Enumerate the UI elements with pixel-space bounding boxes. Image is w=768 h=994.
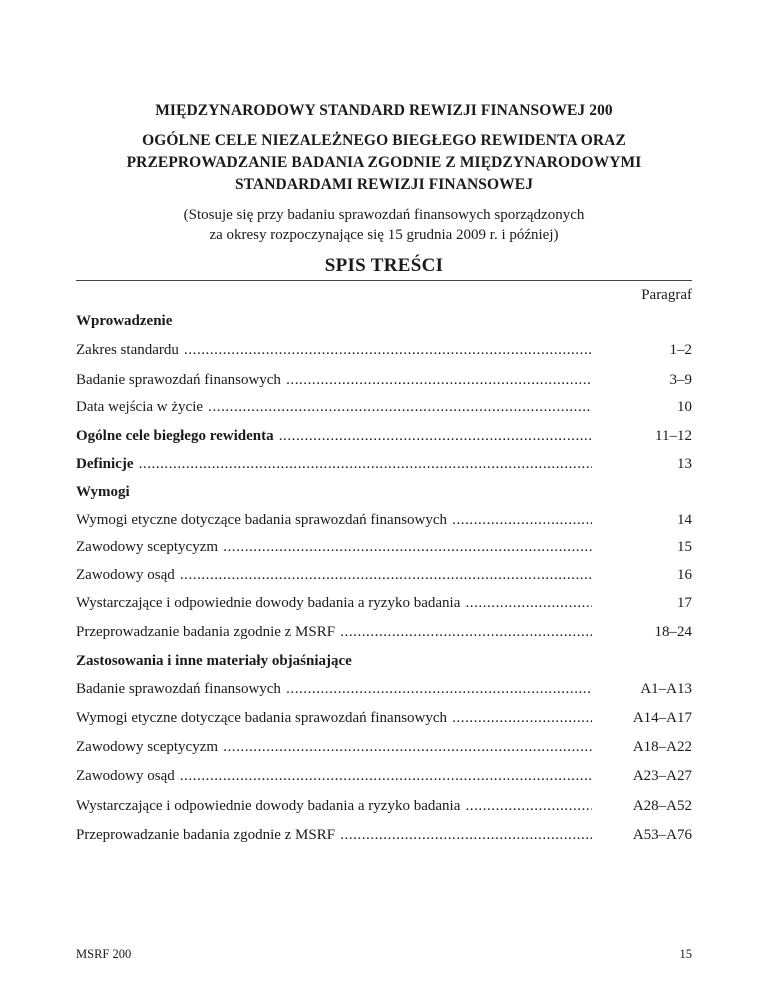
applicability-note-line-1: (Stosuje się przy badaniu sprawozdań finansowych sporządzonych: [183, 207, 585, 223]
toc-entry-label: Definicje: [76, 456, 136, 472]
standard-subject-line-3: PRZEPROWADZANIE BADANIA ZGODNIE Z MIĘDZYNARODOWYMI: [126, 154, 642, 171]
toc-entry: [76, 509, 692, 531]
toc-entry: [76, 707, 692, 729]
toc-entry-ref: A23–A27: [632, 768, 692, 784]
toc-entry-ref: 13: [677, 456, 692, 472]
toc-entry: [76, 425, 692, 447]
toc-entry-label: Wystarczające i odpowiednie dowody badania a ryzyko badania: [76, 595, 463, 611]
toc-entry: [76, 621, 692, 643]
toc-entry-ref: 15: [677, 539, 692, 555]
toc-entry-label: Wymogi etyczne dotyczące badania sprawozdań finansowych: [76, 512, 450, 528]
footer-page-number: 15: [679, 947, 692, 961]
applicability-note: [60, 205, 708, 245]
toc-entry-ref: 10: [677, 399, 692, 415]
toc-entry-ref: 3–9: [669, 372, 692, 388]
toc-entry-label: Wymogi etyczne dotyczące badania sprawozdań finansowych: [76, 710, 450, 726]
standard-subject-line-4: STANDARDAMI REWIZJI FINANSOWEJ: [234, 176, 534, 193]
toc-entry-label: Zawodowy sceptycyzm: [76, 539, 221, 555]
toc-entry-ref: 11–12: [655, 428, 692, 444]
toc-entry-label: Zakres standardu: [76, 342, 182, 358]
toc-entry: [76, 736, 692, 758]
toc-entry-ref: A53–A76: [632, 827, 692, 843]
toc-entry-ref: A1–A13: [640, 681, 692, 697]
toc-entry-ref: 16: [677, 567, 692, 583]
toc-entry-label: Wystarczające i odpowiednie dowody badania a ryzyko badania: [76, 798, 463, 814]
toc-heading: SPIS TREŚCI: [324, 255, 444, 276]
toc-entry-label: Ogólne cele biegłego rewidenta: [76, 428, 277, 444]
toc-entry: [76, 592, 692, 614]
toc-entry-label: Data wejścia w życie: [76, 399, 206, 415]
footer-document-code: MSRF 200: [76, 947, 132, 961]
toc-entry-label: Przeprowadzanie badania zgodnie z MSRF: [76, 827, 338, 843]
toc-entry: [76, 795, 692, 817]
toc-entry: [76, 369, 692, 391]
toc-entry: [76, 564, 692, 586]
toc-entry-label: Zawodowy sceptycyzm: [76, 739, 221, 755]
toc-entry: [76, 453, 692, 475]
toc-entry-label: Zawodowy osąd: [76, 567, 178, 583]
toc-entry-label: Przeprowadzanie badania zgodnie z MSRF: [76, 624, 338, 640]
standard-title: [60, 100, 708, 122]
toc-section-heading: Wprowadzenie: [76, 313, 173, 329]
toc-entry: [76, 536, 692, 558]
toc-entry-ref: 18–24: [654, 624, 692, 640]
toc-entry: [76, 765, 692, 787]
standard-subject: [60, 130, 708, 196]
toc-section-heading: Wymogi: [76, 484, 130, 500]
toc-divider: [76, 280, 692, 281]
toc-entry-ref: A14–A17: [632, 710, 692, 726]
toc-entry-ref: 14: [677, 512, 692, 528]
toc-entry: [76, 396, 692, 418]
toc-entry-ref: A28–A52: [632, 798, 692, 814]
toc-entry: [76, 824, 692, 846]
toc-entry-ref: A18–A22: [632, 739, 692, 755]
paragraph-column-label: Paragraf: [641, 287, 692, 303]
toc-entry-label: Badanie sprawozdań finansowych: [76, 681, 284, 697]
toc-section-heading: Zastosowania i inne materiały objaśniające: [76, 653, 352, 669]
toc-entry-label: Zawodowy osąd: [76, 768, 178, 784]
toc-entry-ref: 1–2: [669, 342, 692, 358]
toc-entry: [76, 678, 692, 700]
toc-entry: [76, 339, 692, 361]
applicability-note-line-2: za okresy rozpoczynające się 15 grudnia 2009 r. i później): [209, 227, 559, 243]
toc-entry-ref: 17: [677, 595, 692, 611]
toc-entry-label: Badanie sprawozdań finansowych: [76, 372, 284, 388]
standard-subject-line-2: OGÓLNE CELE NIEZALEŻNEGO BIEGŁEGO REWIDENTA ORAZ: [142, 132, 626, 149]
standard-title-line-1: MIĘDZYNARODOWY STANDARD REWIZJI FINANSOWEJ 200: [155, 102, 613, 119]
